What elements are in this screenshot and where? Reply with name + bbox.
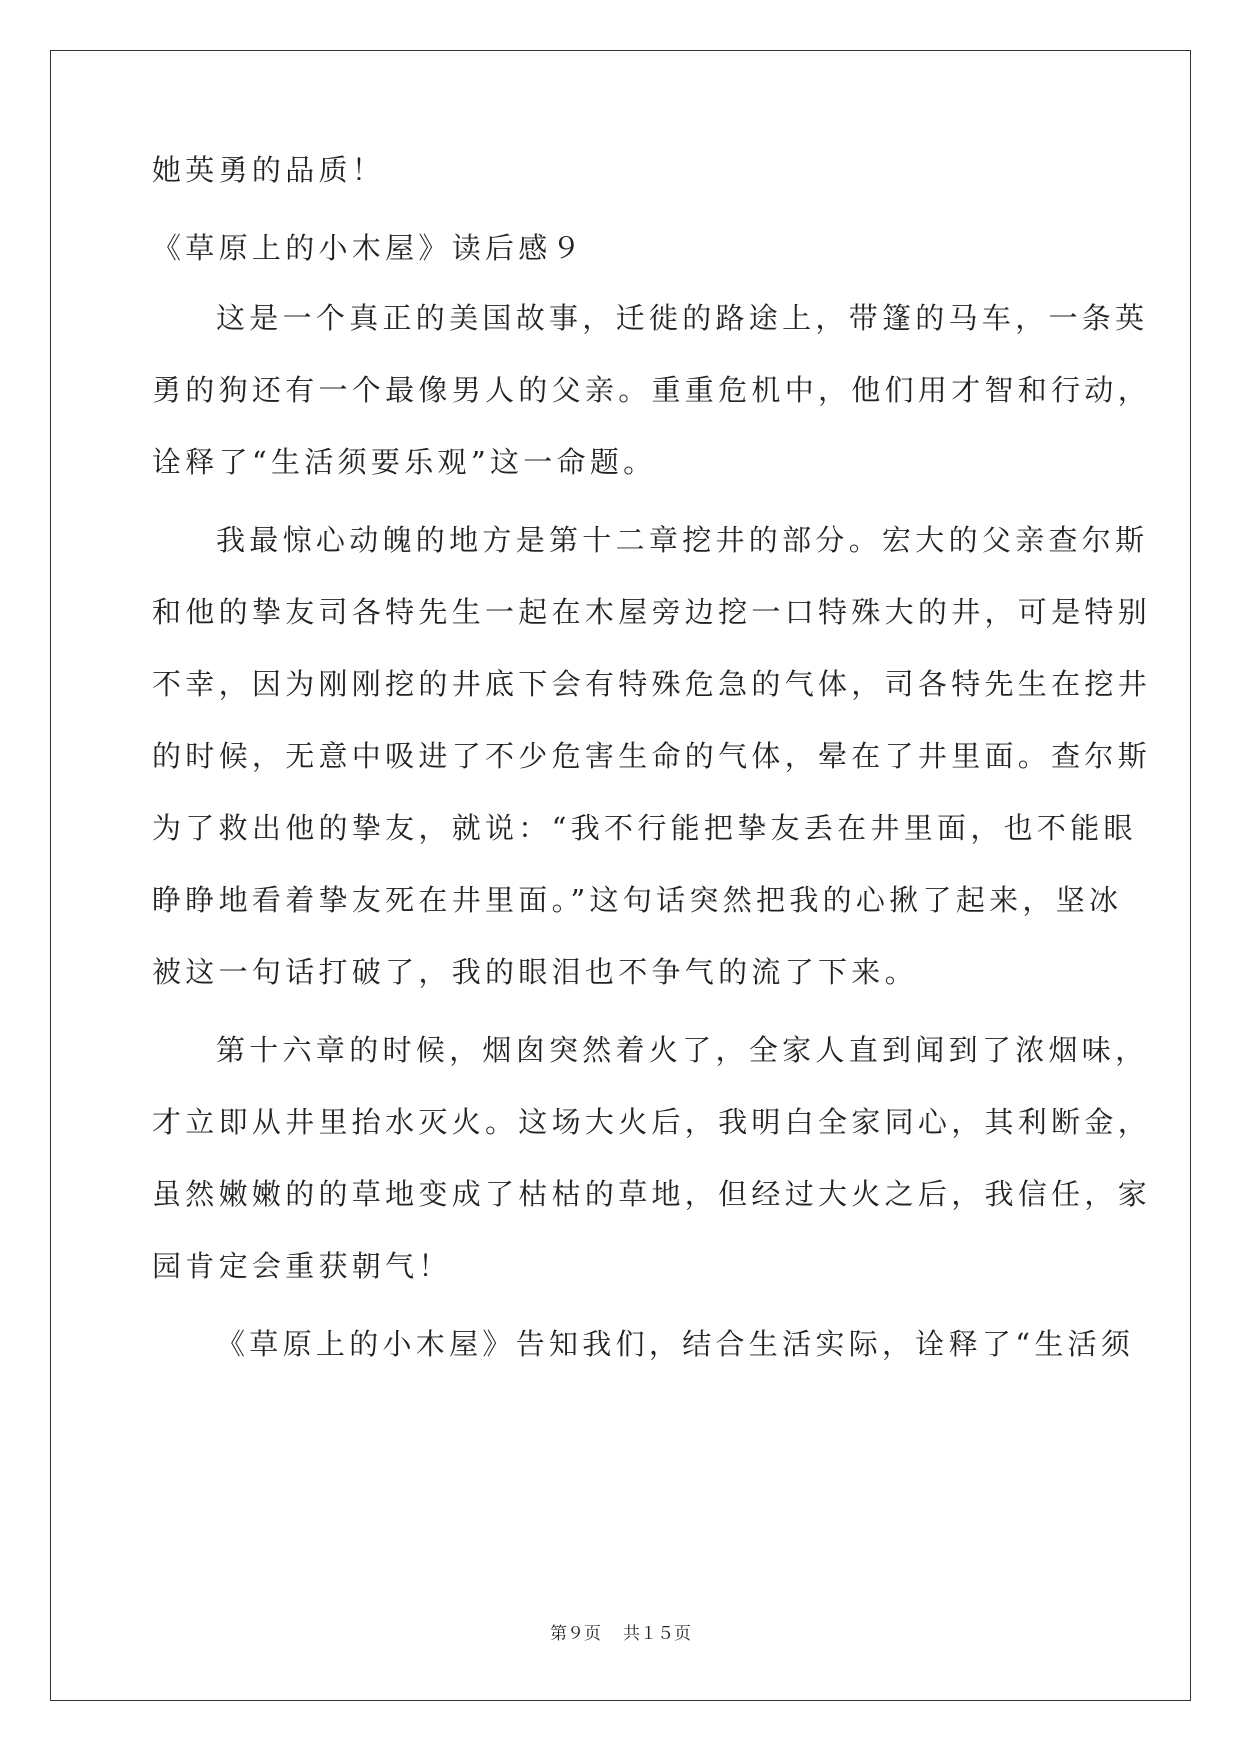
text-line: 这是一个真正的美国故事，迁徙的路途上，带篷的马车，一条英 — [216, 301, 1149, 335]
text-line: 诠释了“生活须要乐观”这一命题。 — [152, 445, 657, 479]
page-total: 共１５页 — [623, 1624, 691, 1644]
text-line: 不幸，因为刚刚挖的井底下会有特殊危急的气体，司各特先生在挖井 — [152, 667, 1152, 701]
text-line: 她英勇的品质！ — [152, 153, 386, 187]
text-line: 虽然嫩嫩的的草地变成了枯枯的草地，但经过大火之后，我信任，家 — [152, 1177, 1152, 1211]
text-line: 园肯定会重获朝气！ — [152, 1249, 452, 1283]
text-line: 勇的狗还有一个最像男人的父亲。重重危机中，他们用才智和行动， — [152, 373, 1152, 407]
page-number: 第９页 — [550, 1624, 601, 1644]
text-line: 我最惊心动魄的地方是第十二章挖井的部分。宏大的父亲查尔斯 — [216, 523, 1149, 557]
text-line: 和他的挚友司各特先生一起在木屋旁边挖一口特殊大的井，可是特别 — [152, 595, 1152, 629]
text-line: 的时候，无意中吸进了不少危害生命的气体，晕在了井里面。查尔斯 — [152, 739, 1152, 773]
text-line: 《草原上的小木屋》告知我们，结合生活实际，诠释了“生活须 — [216, 1327, 1135, 1361]
text-line: 为了救出他的挚友，就说：“我不行能把挚友丢在井里面，也不能眼 — [152, 811, 1137, 845]
section-heading: 《草原上的小木屋》读后感９ — [152, 231, 585, 265]
text-line: 第十六章的时候，烟囱突然着火了，全家人直到闻到了浓烟味， — [216, 1033, 1149, 1067]
text-line: 被这一句话打破了，我的眼泪也不争气的流了下来。 — [152, 955, 918, 989]
text-line: 才立即从井里抬水灭火。这场大火后，我明白全家同心，其利断金， — [152, 1105, 1152, 1139]
text-line: 睁睁地看着挚友死在井里面。”这句话突然把我的心揪了起来，坚冰 — [152, 883, 1123, 917]
page-footer — [0, 1622, 1241, 1646]
